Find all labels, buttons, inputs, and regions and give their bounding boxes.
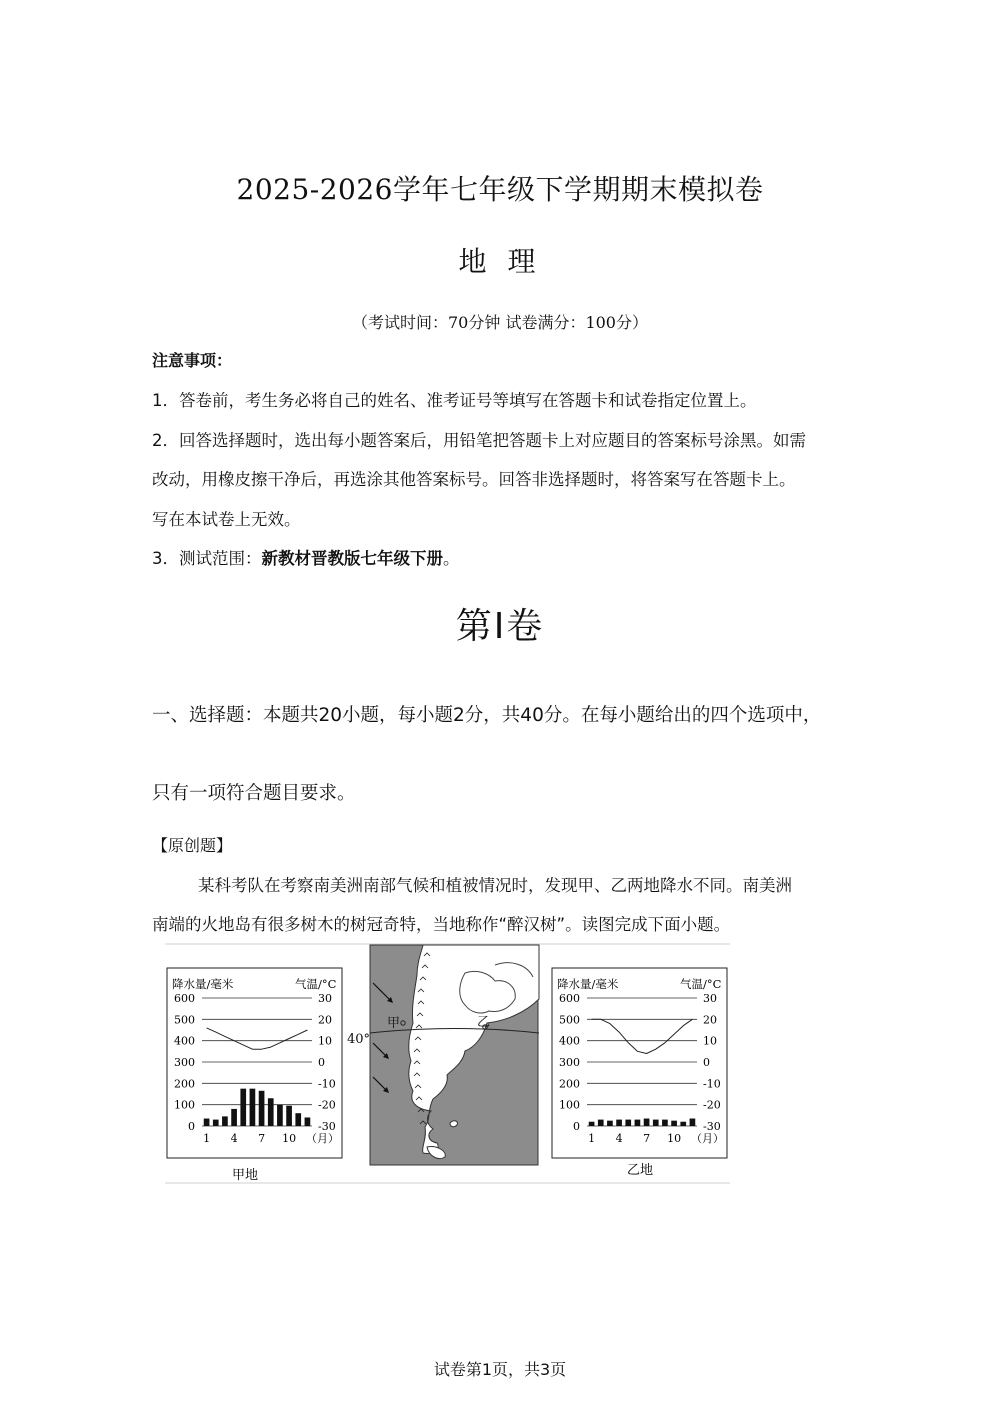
precip-bar-9 [277,1105,283,1126]
exam-info: （考试时间：70分钟 试卷满分：100分） [352,313,648,332]
precip-tick-100: 100 [559,1098,580,1112]
precip-tick-0: 0 [188,1120,195,1133]
month-tick-1: 1 [588,1132,596,1145]
month-tick-7: 7 [258,1132,266,1145]
precip-bar-2 [213,1120,219,1126]
precip-bar-5 [625,1120,631,1126]
precip-bar-11 [680,1122,686,1126]
month-tick-7: 7 [643,1132,651,1145]
notice-item-3 [152,545,460,569]
precip-axis-title: 降水量/毫米 [172,977,234,991]
precip-tick-100: 100 [174,1098,195,1112]
map-label-jia: 甲 [387,1016,401,1031]
section-heading-line-1: 一、选择题：本题共20小题，每小题2分，共40分。在每小题给出的四个选项中， [152,705,822,726]
map-label-yi: 乙 [477,1015,491,1030]
month-unit: （月） [691,1132,724,1145]
precip-tick-600: 600 [559,992,580,1005]
south-america-map [347,945,539,1165]
temp-axis-title: 气温/°C [680,977,722,991]
section-heading-line-2: 只有一项符合题目要求。 [152,783,356,804]
chart-caption: 甲地 [231,1168,259,1183]
temp-tick--20: -20 [318,1098,336,1112]
precip-bar-7 [259,1091,265,1126]
notice-item-3-scope: 新教材晋教版七年级下册 [261,549,443,568]
temp-tick--30: -30 [318,1120,336,1133]
month-tick-10: 10 [667,1132,682,1145]
precip-bar-6 [250,1089,256,1126]
exam-title: 2025-2026学年七年级下学期期末模拟卷 [236,173,764,206]
temp-tick--10: -10 [703,1077,721,1091]
month-tick-10: 10 [282,1132,297,1145]
precip-bar-3 [607,1121,613,1126]
temp-tick-0: 0 [318,1056,325,1069]
temp-tick--30: -30 [703,1120,721,1133]
chart-caption: 乙地 [626,1163,654,1178]
precip-bar-8 [268,1098,274,1126]
notice-item-3-suffix: 。 [443,549,460,568]
climate-figure [165,943,730,1185]
precip-tick-600: 600 [174,992,195,1005]
precip-bar-11 [295,1113,301,1126]
precip-bar-1 [589,1122,595,1126]
precip-tick-200: 200 [559,1077,580,1091]
temp-tick-10: 10 [703,1034,717,1048]
temp-tick-10: 10 [318,1034,332,1048]
precip-bar-8 [653,1120,659,1126]
precip-bar-4 [231,1109,237,1126]
precip-bar-1 [204,1119,210,1126]
temp-tick-0: 0 [703,1056,710,1069]
subject-title: 地 理 [458,245,542,278]
month-tick-4: 4 [230,1132,238,1145]
month-tick-1: 1 [203,1132,211,1145]
precip-tick-400: 400 [174,1034,195,1048]
notice-heading: 注意事项： [152,351,233,370]
precip-tick-0: 0 [573,1120,580,1133]
month-tick-4: 4 [615,1132,623,1145]
precip-tick-500: 500 [559,1013,580,1027]
notice-item-2-line-3: 写在本试卷上无效。 [152,510,301,529]
precip-bar-12 [305,1117,311,1126]
precip-bar-5 [240,1089,246,1126]
notice-item-2-line-1: 2．回答选择题时，选出每小题答案后，用铅笔把答题卡上对应题目的答案标号涂黑。如需 [152,431,806,450]
volume-title: 第Ⅰ卷 [455,606,545,647]
precip-bar-4 [616,1120,622,1126]
precip-tick-200: 200 [174,1077,195,1091]
precip-bar-9 [662,1120,668,1126]
map-latitude-label: 40° [347,1032,371,1047]
temp-tick-30: 30 [703,992,717,1005]
precip-bar-3 [222,1116,228,1126]
precip-bar-12 [690,1119,696,1126]
precip-bar-7 [644,1119,650,1126]
precip-axis-title: 降水量/毫米 [557,977,619,991]
temp-tick-20: 20 [318,1013,332,1027]
notice-item-1: 1．答卷前，考生务必将自己的姓名、准考证号等填写在答题卡和试卷指定位置上。 [152,391,757,410]
temp-tick--10: -10 [318,1077,336,1091]
question-stem-line-1: 某科考队在考察南美洲南部气候和植被情况时，发现甲、乙两地降水不同。南美洲 [198,876,792,895]
precip-tick-400: 400 [559,1034,580,1048]
temp-tick--20: -20 [703,1098,721,1112]
temp-axis-title: 气温/°C [295,977,337,991]
precip-bar-10 [286,1106,292,1126]
temp-tick-30: 30 [318,992,332,1005]
month-unit: （月） [306,1132,339,1145]
precip-tick-300: 300 [559,1056,580,1069]
notice-item-3-prefix: 3．测试范围： [152,549,262,568]
question-stem-line-2: 南端的火地岛有很多树木的树冠奇特，当地称作“醉汉树”。读图完成下面小题。 [152,915,731,934]
precip-bar-2 [598,1120,604,1126]
precip-bar-10 [671,1121,677,1126]
precip-bar-6 [635,1120,641,1126]
page-footer: 试卷第1页，共3页 [433,1360,567,1379]
question-tag: 【原创题】 [152,836,233,855]
temp-tick-20: 20 [703,1013,717,1027]
precip-tick-300: 300 [174,1056,195,1069]
precip-tick-500: 500 [174,1013,195,1027]
notice-item-2-line-2: 改动，用橡皮擦干净后，再选涂其他答案标号。回答非选择题时，将答案写在答题卡上。 [152,470,796,489]
